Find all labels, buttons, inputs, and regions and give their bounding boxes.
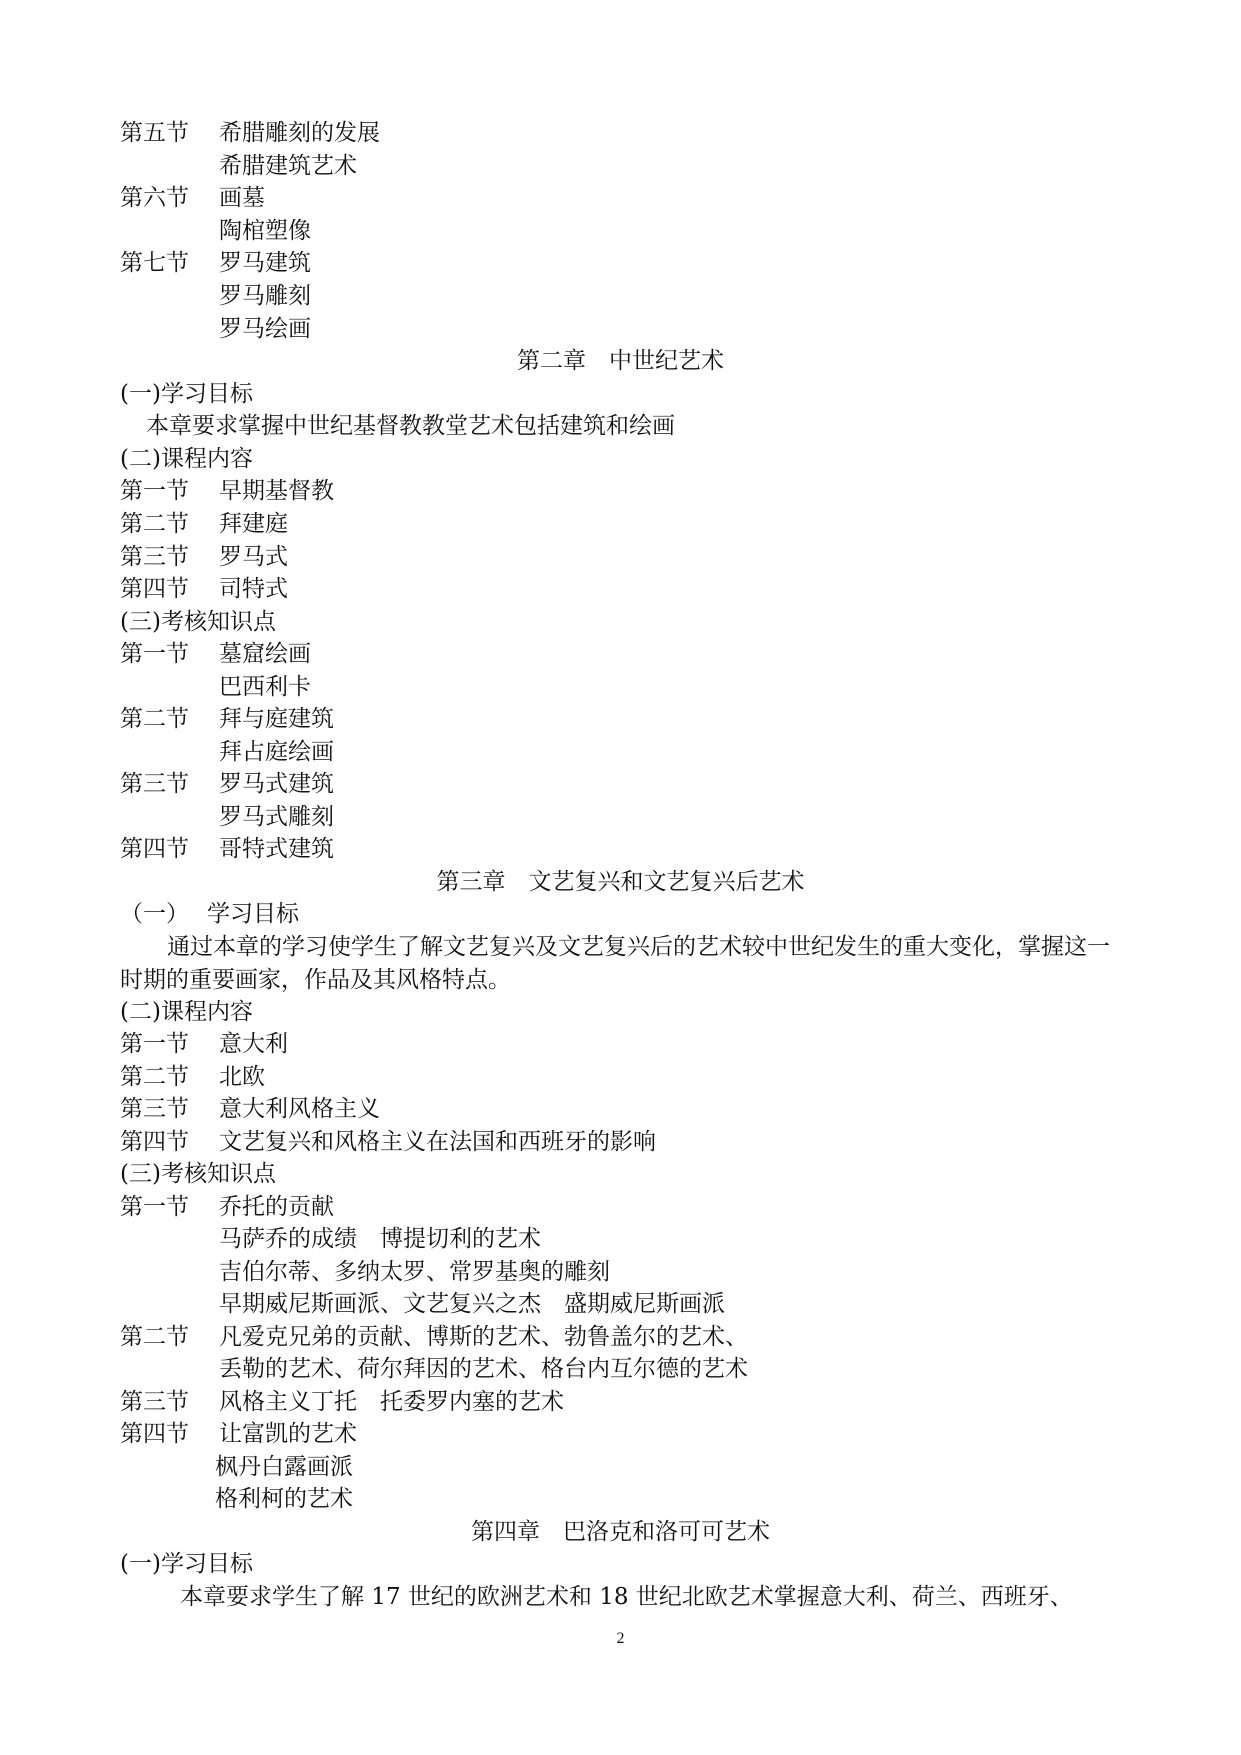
- outline-line: [120, 313, 1111, 346]
- outline-line: [120, 638, 1111, 671]
- section-topic: 希腊建筑艺术: [219, 153, 357, 179]
- section-label: （一）: [120, 901, 189, 927]
- chapter-heading: 第三章 文艺复兴和文艺复兴后艺术: [436, 869, 805, 895]
- outline-line: [120, 150, 1111, 183]
- section-label: 第一节: [120, 1031, 189, 1057]
- outline-line: [120, 833, 1111, 866]
- section-label: 第二节: [120, 1064, 189, 1090]
- section-label: 第一节: [120, 478, 189, 504]
- section-topic: 早期威尼斯画派、文艺复兴之杰 盛期威尼斯画派: [219, 1291, 725, 1317]
- outline-line: [120, 1288, 1111, 1321]
- section-topic: 拜建庭: [219, 511, 288, 537]
- section-label: 第五节: [120, 120, 189, 146]
- section-topic: 司特式: [219, 576, 288, 602]
- outline-line: [120, 378, 1111, 411]
- section-topic: 拜占庭绘画: [219, 739, 334, 765]
- section-topic: 早期基督教: [219, 478, 334, 504]
- paragraph-text: 本章要求掌握中世纪基督教教堂艺术包括建筑和绘画: [146, 413, 675, 439]
- outline-line: [120, 1223, 1111, 1256]
- section-topic: 罗马雕刻: [219, 283, 311, 309]
- outline-line: [120, 1321, 1111, 1354]
- section-label: 第六节: [120, 185, 189, 211]
- section-topic: 乔托的贡献: [219, 1194, 334, 1220]
- section-topic: 意大利风格主义: [219, 1096, 380, 1122]
- section-topic: 北欧: [219, 1064, 265, 1090]
- section-topic: 罗马建筑: [219, 250, 311, 276]
- outline-line: [120, 801, 1111, 834]
- outline-line: [120, 703, 1111, 736]
- section-label: 第四节: [120, 1421, 189, 1447]
- outline-line: [120, 1451, 1111, 1484]
- section-topic: 格利柯的艺术: [215, 1486, 353, 1512]
- section-topic: 罗马绘画: [219, 316, 311, 342]
- section-topic: 吉伯尔蒂、多纳太罗、常罗基奥的雕刻: [219, 1259, 610, 1285]
- outline-line: [120, 541, 1111, 574]
- chapter-heading: 第二章 中世纪艺术: [517, 348, 724, 374]
- section-label: 第二节: [120, 511, 189, 537]
- subheading: (三)考核知识点: [120, 609, 276, 635]
- section-topic: 拜与庭建筑: [219, 706, 334, 732]
- section-label: 第四节: [120, 576, 189, 602]
- outline-line: [120, 768, 1111, 801]
- section-label: 第三节: [120, 544, 189, 570]
- outline-line: [120, 1061, 1111, 1094]
- section-label: 第三节: [120, 1096, 189, 1122]
- outline-line: [120, 508, 1111, 541]
- section-topic: 巴西利卡: [219, 674, 311, 700]
- outline-line: [120, 606, 1111, 639]
- section-label: 第二节: [120, 706, 189, 732]
- section-topic: 让富凯的艺术: [219, 1421, 357, 1447]
- outline-line: [120, 280, 1111, 313]
- outline-line: [120, 573, 1111, 606]
- section-topic: 墓窟绘画: [219, 641, 311, 667]
- paragraph-text: 本章要求学生了解 17 世纪的欧洲艺术和 18 世纪北欧艺术掌握意大利、荷兰、西班牙、: [180, 1584, 1073, 1610]
- subheading: (一)学习目标: [120, 381, 253, 407]
- outline-line: [120, 1126, 1111, 1159]
- section-topic: 马萨乔的成绩 博提切利的艺术: [219, 1226, 541, 1252]
- section-topic: 陶棺塑像: [219, 218, 311, 244]
- section-topic: 罗马式: [219, 544, 288, 570]
- section-topic: 丢勒的艺术、荷尔拜因的艺术、格台内互尔德的艺术: [219, 1356, 748, 1382]
- outline-line: [120, 996, 1111, 1029]
- outline-line: [120, 410, 1111, 443]
- section-label: 第二节: [120, 1324, 189, 1350]
- section-label: 第四节: [120, 1129, 189, 1155]
- outline-line: [120, 215, 1111, 248]
- section-label: 第七节: [120, 250, 189, 276]
- outline-line: [120, 182, 1111, 215]
- outline-line: [120, 247, 1111, 280]
- outline-line: [120, 1418, 1111, 1451]
- outline-line: [120, 1093, 1111, 1126]
- outline-line: [120, 1353, 1111, 1386]
- page-number: 2: [616, 1630, 625, 1647]
- subheading: (一)学习目标: [120, 1551, 253, 1577]
- section-topic: 凡爱克兄弟的贡献、博斯的艺术、勃鲁盖尔的艺术、: [219, 1324, 748, 1350]
- outline-line: [120, 898, 1111, 931]
- outline-line: [120, 1548, 1111, 1581]
- outline-line: [120, 1386, 1111, 1419]
- outline-line: [120, 475, 1111, 508]
- outline-line: [120, 671, 1111, 704]
- chapter-heading: 第四章 巴洛克和洛可可艺术: [471, 1519, 770, 1545]
- outline-line: [120, 117, 1111, 150]
- outline-line: [120, 443, 1111, 476]
- subheading: (二)课程内容: [120, 999, 253, 1025]
- subheading: (二)课程内容: [120, 446, 253, 472]
- section-topic: 罗马式建筑: [219, 771, 334, 797]
- outline-line: [120, 1483, 1111, 1516]
- section-topic: 意大利: [219, 1031, 288, 1057]
- outline-line: [120, 1158, 1111, 1191]
- section-label: 第三节: [120, 1389, 189, 1415]
- subheading: 学习目标: [207, 901, 299, 927]
- section-topic: 哥特式建筑: [219, 836, 334, 862]
- subheading: (三)考核知识点: [120, 1161, 276, 1187]
- section-topic: 枫丹白露画派: [215, 1454, 353, 1480]
- section-topic: 希腊雕刻的发展: [219, 120, 380, 146]
- section-topic: 文艺复兴和风格主义在法国和西班牙的影响: [219, 1129, 656, 1155]
- outline-line: [120, 736, 1111, 769]
- outline-line: [120, 1256, 1111, 1289]
- section-label: 第三节: [120, 771, 189, 797]
- outline-line: [120, 1581, 1111, 1614]
- section-topic: 罗马式雕刻: [219, 804, 334, 830]
- section-topic: 风格主义丁托 托委罗内塞的艺术: [219, 1389, 564, 1415]
- outline-line: [120, 1191, 1111, 1224]
- outline-line: [120, 1028, 1111, 1061]
- section-label: 第四节: [120, 836, 189, 862]
- paragraph-text: 通过本章的学习使学生了解文艺复兴及文艺复兴后的艺术较中世纪发生的重大变化，掌握这一时期的重要画家，作品及其风格特点。: [120, 934, 1110, 993]
- section-topic: 画墓: [219, 185, 265, 211]
- section-label: 第一节: [120, 1194, 189, 1220]
- section-label: 第一节: [120, 641, 189, 667]
